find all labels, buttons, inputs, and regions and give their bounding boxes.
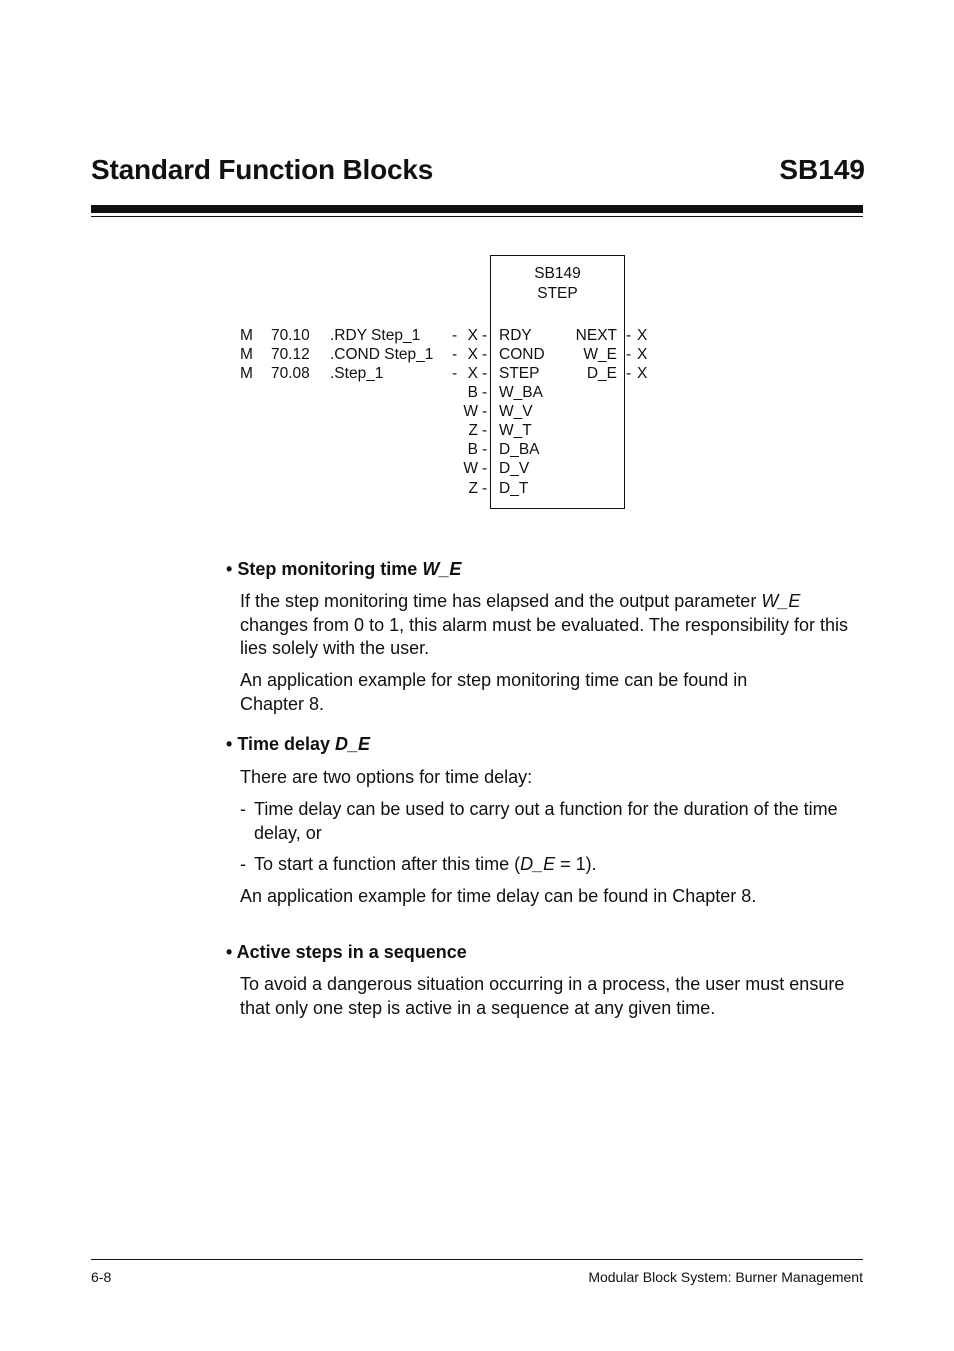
input-connector: W — [463, 403, 478, 420]
output-pin: D_E — [586, 365, 617, 382]
input-address: 70.10 — [271, 327, 310, 344]
input-connector: X — [467, 327, 478, 344]
list-item-text: = 1). — [555, 854, 597, 874]
input-channel: M — [240, 346, 253, 363]
paragraph: An application example for step monitoring time can be found in Chapter 8. — [240, 670, 748, 714]
list-item-text: To start a function after this time ( — [254, 854, 521, 874]
list-item: Time delay can be used to carry out a function for the duration of the time delay, or — [254, 799, 838, 843]
header-rule-thick — [91, 205, 863, 213]
output-pin: W_E — [583, 346, 617, 363]
input-pin: D_T — [499, 480, 529, 497]
input-tag: .Step_1 — [330, 365, 384, 382]
footer-document-title: Modular Block System: Burner Management — [588, 1269, 863, 1285]
input-channel: M — [240, 365, 253, 382]
input-pin: W_V — [499, 403, 533, 420]
section-heading: • Time delay D_E — [226, 734, 371, 754]
paragraph — [240, 590, 870, 661]
input-pin: D_BA — [499, 441, 540, 458]
output-connector: X — [637, 346, 648, 363]
block-name: SB149 — [534, 265, 581, 282]
input-pin: STEP — [499, 365, 540, 382]
paragraph-text: changes from 0 to 1, this alarm must be evaluated. The responsibility for this lies solely with the user. — [240, 614, 848, 658]
input-address: 70.08 — [271, 365, 310, 382]
output-pin: NEXT — [575, 327, 617, 344]
input-connector: X — [467, 365, 478, 382]
inline-variable: W_E — [761, 591, 801, 611]
input-address: 70.12 — [271, 346, 310, 363]
section-heading: • Active steps in a sequence — [226, 942, 467, 962]
paragraph: To avoid a dangerous situation occurring in a process, the user must ensure that only one step is active in a sequence at any given time. — [240, 974, 845, 1018]
input-tag: .RDY Step_1 — [330, 327, 421, 344]
footer-rule — [91, 1259, 863, 1260]
page-number: 6-8 — [91, 1269, 112, 1285]
paragraph-text: If the step monitoring time has elapsed and the output parameter — [240, 591, 757, 611]
header-rule-thin — [91, 216, 863, 217]
input-connector: B — [467, 441, 478, 458]
input-pin: W_BA — [499, 384, 543, 401]
block-type: STEP — [537, 285, 578, 302]
input-pin: RDY — [499, 327, 532, 344]
page-header-title: Standard Function Blocks — [91, 154, 434, 185]
input-dash: - — [452, 365, 458, 382]
section-title-variable: W_E — [422, 559, 462, 579]
list-item — [254, 853, 854, 877]
paragraph: There are two options for time delay: — [240, 767, 533, 787]
section-heading: • Step monitoring time W_E — [226, 559, 462, 579]
input-connector: B — [467, 384, 478, 401]
output-connector: X — [637, 365, 648, 382]
input-connector: W — [463, 460, 478, 477]
input-connector: X — [467, 346, 478, 363]
section-title: Time delay — [237, 734, 331, 754]
section-title: Active steps in a sequence — [236, 942, 467, 962]
page-header-code: SB149 — [779, 154, 865, 185]
section-title: Step monitoring time — [237, 559, 418, 579]
input-pin: COND — [499, 346, 545, 363]
input-dash: - — [452, 346, 458, 363]
output-connector: X — [637, 327, 648, 344]
input-connector: Z — [468, 480, 478, 497]
input-channel: M — [240, 327, 253, 344]
input-pin: D_V — [499, 460, 530, 477]
paragraph: An application example for time delay can be found in Chapter 8. — [240, 886, 757, 906]
inline-variable: D_E — [520, 854, 556, 874]
input-connector: Z — [468, 422, 478, 439]
input-dash: - — [452, 327, 458, 344]
section-title-variable: D_E — [335, 734, 371, 754]
input-pin: W_T — [499, 422, 532, 439]
input-tag: .COND Step_1 — [330, 346, 434, 363]
